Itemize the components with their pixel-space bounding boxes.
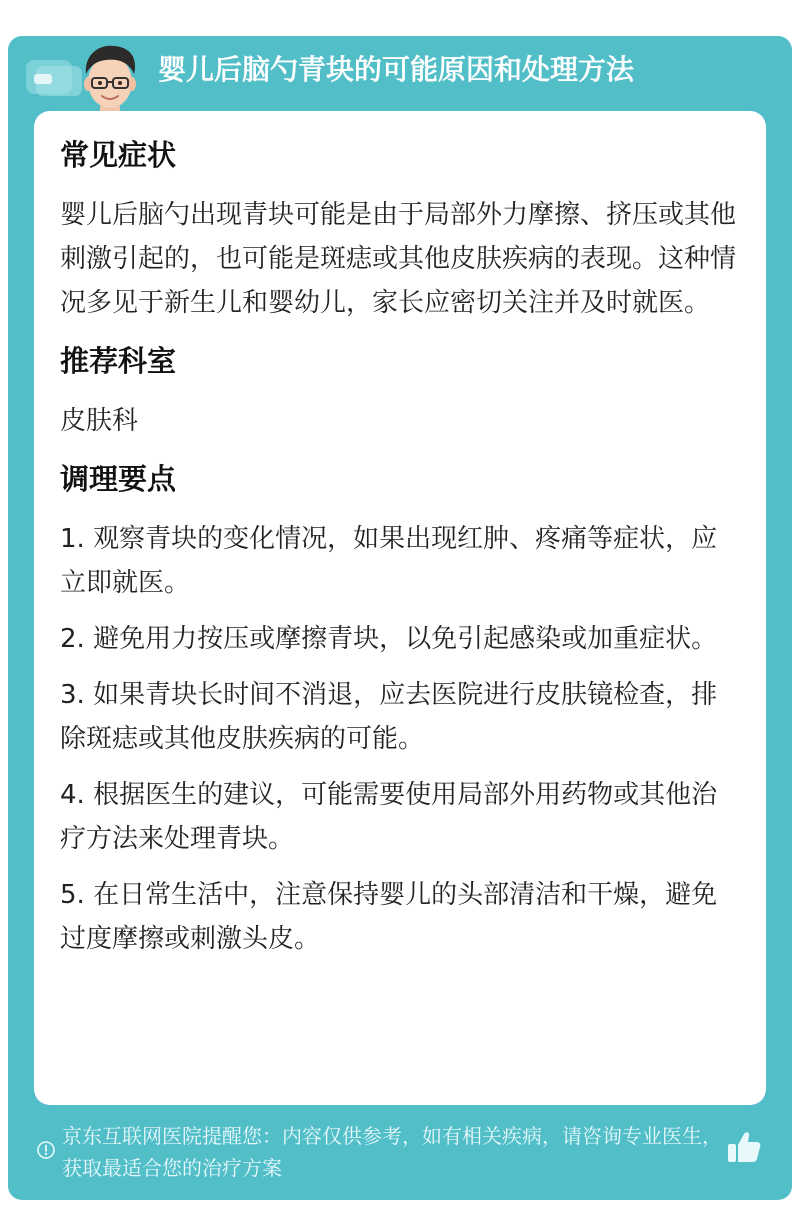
page-title: 婴儿后脑勺青块的可能原因和处理方法 (158, 53, 635, 86)
department-text: 皮肤科 (60, 406, 139, 436)
list-item: 1. 观察青块的变化情况，如果出现红肿、疼痛等症状，应立即就医。 (60, 524, 718, 598)
list-item: 4. 根据医生的建议，可能需要使用局部外用药物或其他治疗方法来处理青块。 (60, 780, 718, 854)
thumbs-up-icon[interactable] (724, 1128, 764, 1168)
content-card (34, 111, 766, 1105)
disclaimer-text: 京东互联网医院提醒您：内容仅供参考，如有相关疾病，请咨询专业医生，获取最适合您的治疗方案 (62, 1124, 722, 1180)
symptoms-text: 婴儿后脑勺出现青块可能是由于局部外力摩擦、挤压或其他刺激引起的，也可能是斑痣或其他皮肤疾病的表现。这种情况多见于新生儿和婴幼儿，家长应密切关注并及时就医。 (60, 200, 737, 318)
article-frame (8, 36, 792, 1200)
care-list (60, 517, 740, 961)
list-item: 5. 在日常生活中，注意保持婴儿的头部清洁和干燥，避免过度摩擦或刺激头皮。 (60, 880, 718, 954)
symptoms-heading: 常见症状 (60, 138, 177, 172)
care-heading: 调理要点 (60, 462, 177, 496)
list-item: 2. 避免用力按压或摩擦青块，以免引起感染或加重症状。 (60, 624, 718, 654)
info-icon (36, 1140, 56, 1160)
list-item: 3. 如果青块长时间不消退，应去医院进行皮肤镜检查，排除斑痣或其他皮肤疾病的可能。 (60, 680, 718, 754)
department-heading: 推荐科室 (60, 344, 177, 378)
